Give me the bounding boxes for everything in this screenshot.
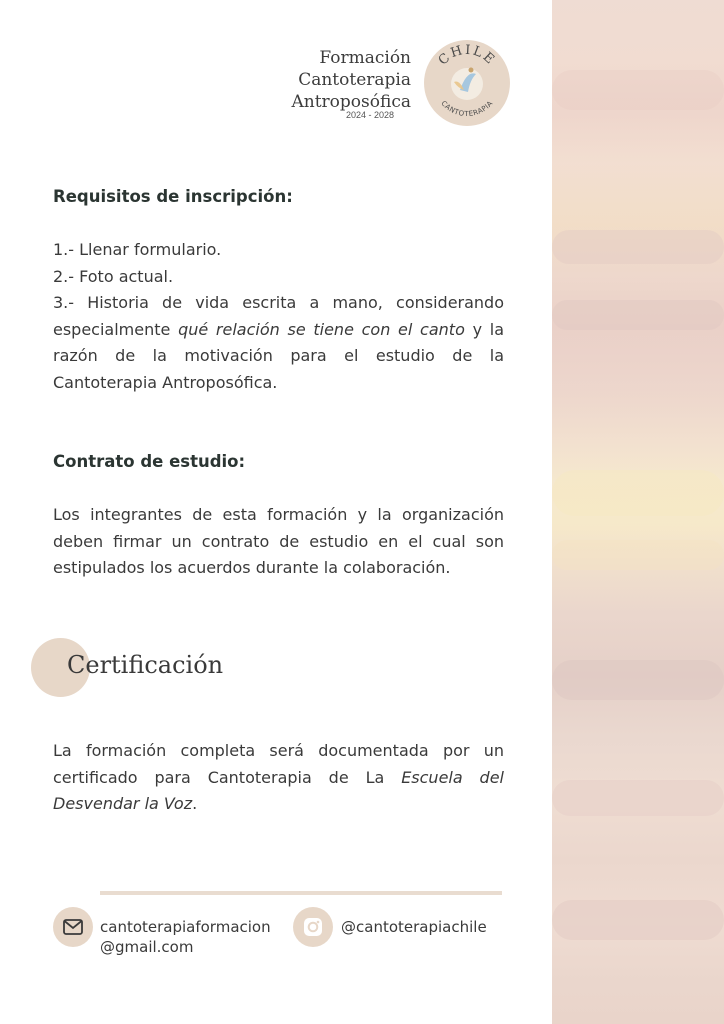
contract-heading: Contrato de estudio: <box>53 452 246 471</box>
program-title <box>211 47 411 113</box>
svg-text:CANTOTERAPIA <box>439 99 494 118</box>
requirements-list <box>53 237 504 396</box>
certification-school-name: Escuela del Desvendar la Voz <box>53 767 505 813</box>
svg-text:CHILE <box>436 43 499 69</box>
contract-text: Los integrantes de esta formación y la organización deben firmar un contrato de estudio en el cual son estipulados los acuerdos durante la colaboración. <box>53 505 504 577</box>
requirement-item-3-text-end: y la razón de la motivación para el estudio de la Cantoterapia Antroposófica. <box>53 319 505 392</box>
certification-text <box>53 738 504 818</box>
requirements-heading: Requisitos de inscripción: <box>53 187 293 206</box>
certification-text-end: . <box>192 794 198 813</box>
logo-graphic <box>424 40 510 126</box>
email-line-1: cantoterapiaformacion <box>100 918 271 936</box>
certification-text-start: La formación completa será documentada por un certificado para Cantoterapia de La <box>53 741 504 787</box>
certification-title: Certificación <box>67 651 224 679</box>
logo-bottom-text: CANTOTERAPIA <box>439 99 495 119</box>
program-years: 2024 - 2028 <box>345 110 395 120</box>
logo-top-text: CHILE <box>435 42 499 69</box>
requirement-item-3-emphasis: qué relación se tiene con el canto <box>178 319 465 339</box>
mail-icon <box>53 907 93 947</box>
footer-divider <box>100 891 502 895</box>
watercolor-background <box>552 0 724 1024</box>
instagram-handle[interactable]: @cantoterapiachile <box>341 918 487 936</box>
program-title-line-1: Formación <box>319 48 411 68</box>
instagram-icon <box>293 907 333 947</box>
requirement-item-3-text: 3.- Historia de vida escrita a mano, considerando especialmente <box>53 293 504 339</box>
requirement-item-3 <box>53 290 504 396</box>
cantoterapia-chile-logo <box>424 40 510 126</box>
email-contact[interactable] <box>100 917 271 957</box>
program-title-line-3: Antroposófica <box>291 92 411 112</box>
program-title-line-2: Cantoterapia <box>298 70 411 90</box>
requirement-item-2: 2.- Foto actual. <box>53 266 174 286</box>
email-line-2: @gmail.com <box>100 938 194 956</box>
requirement-item-1: 1.- Llenar formulario. <box>53 240 222 259</box>
